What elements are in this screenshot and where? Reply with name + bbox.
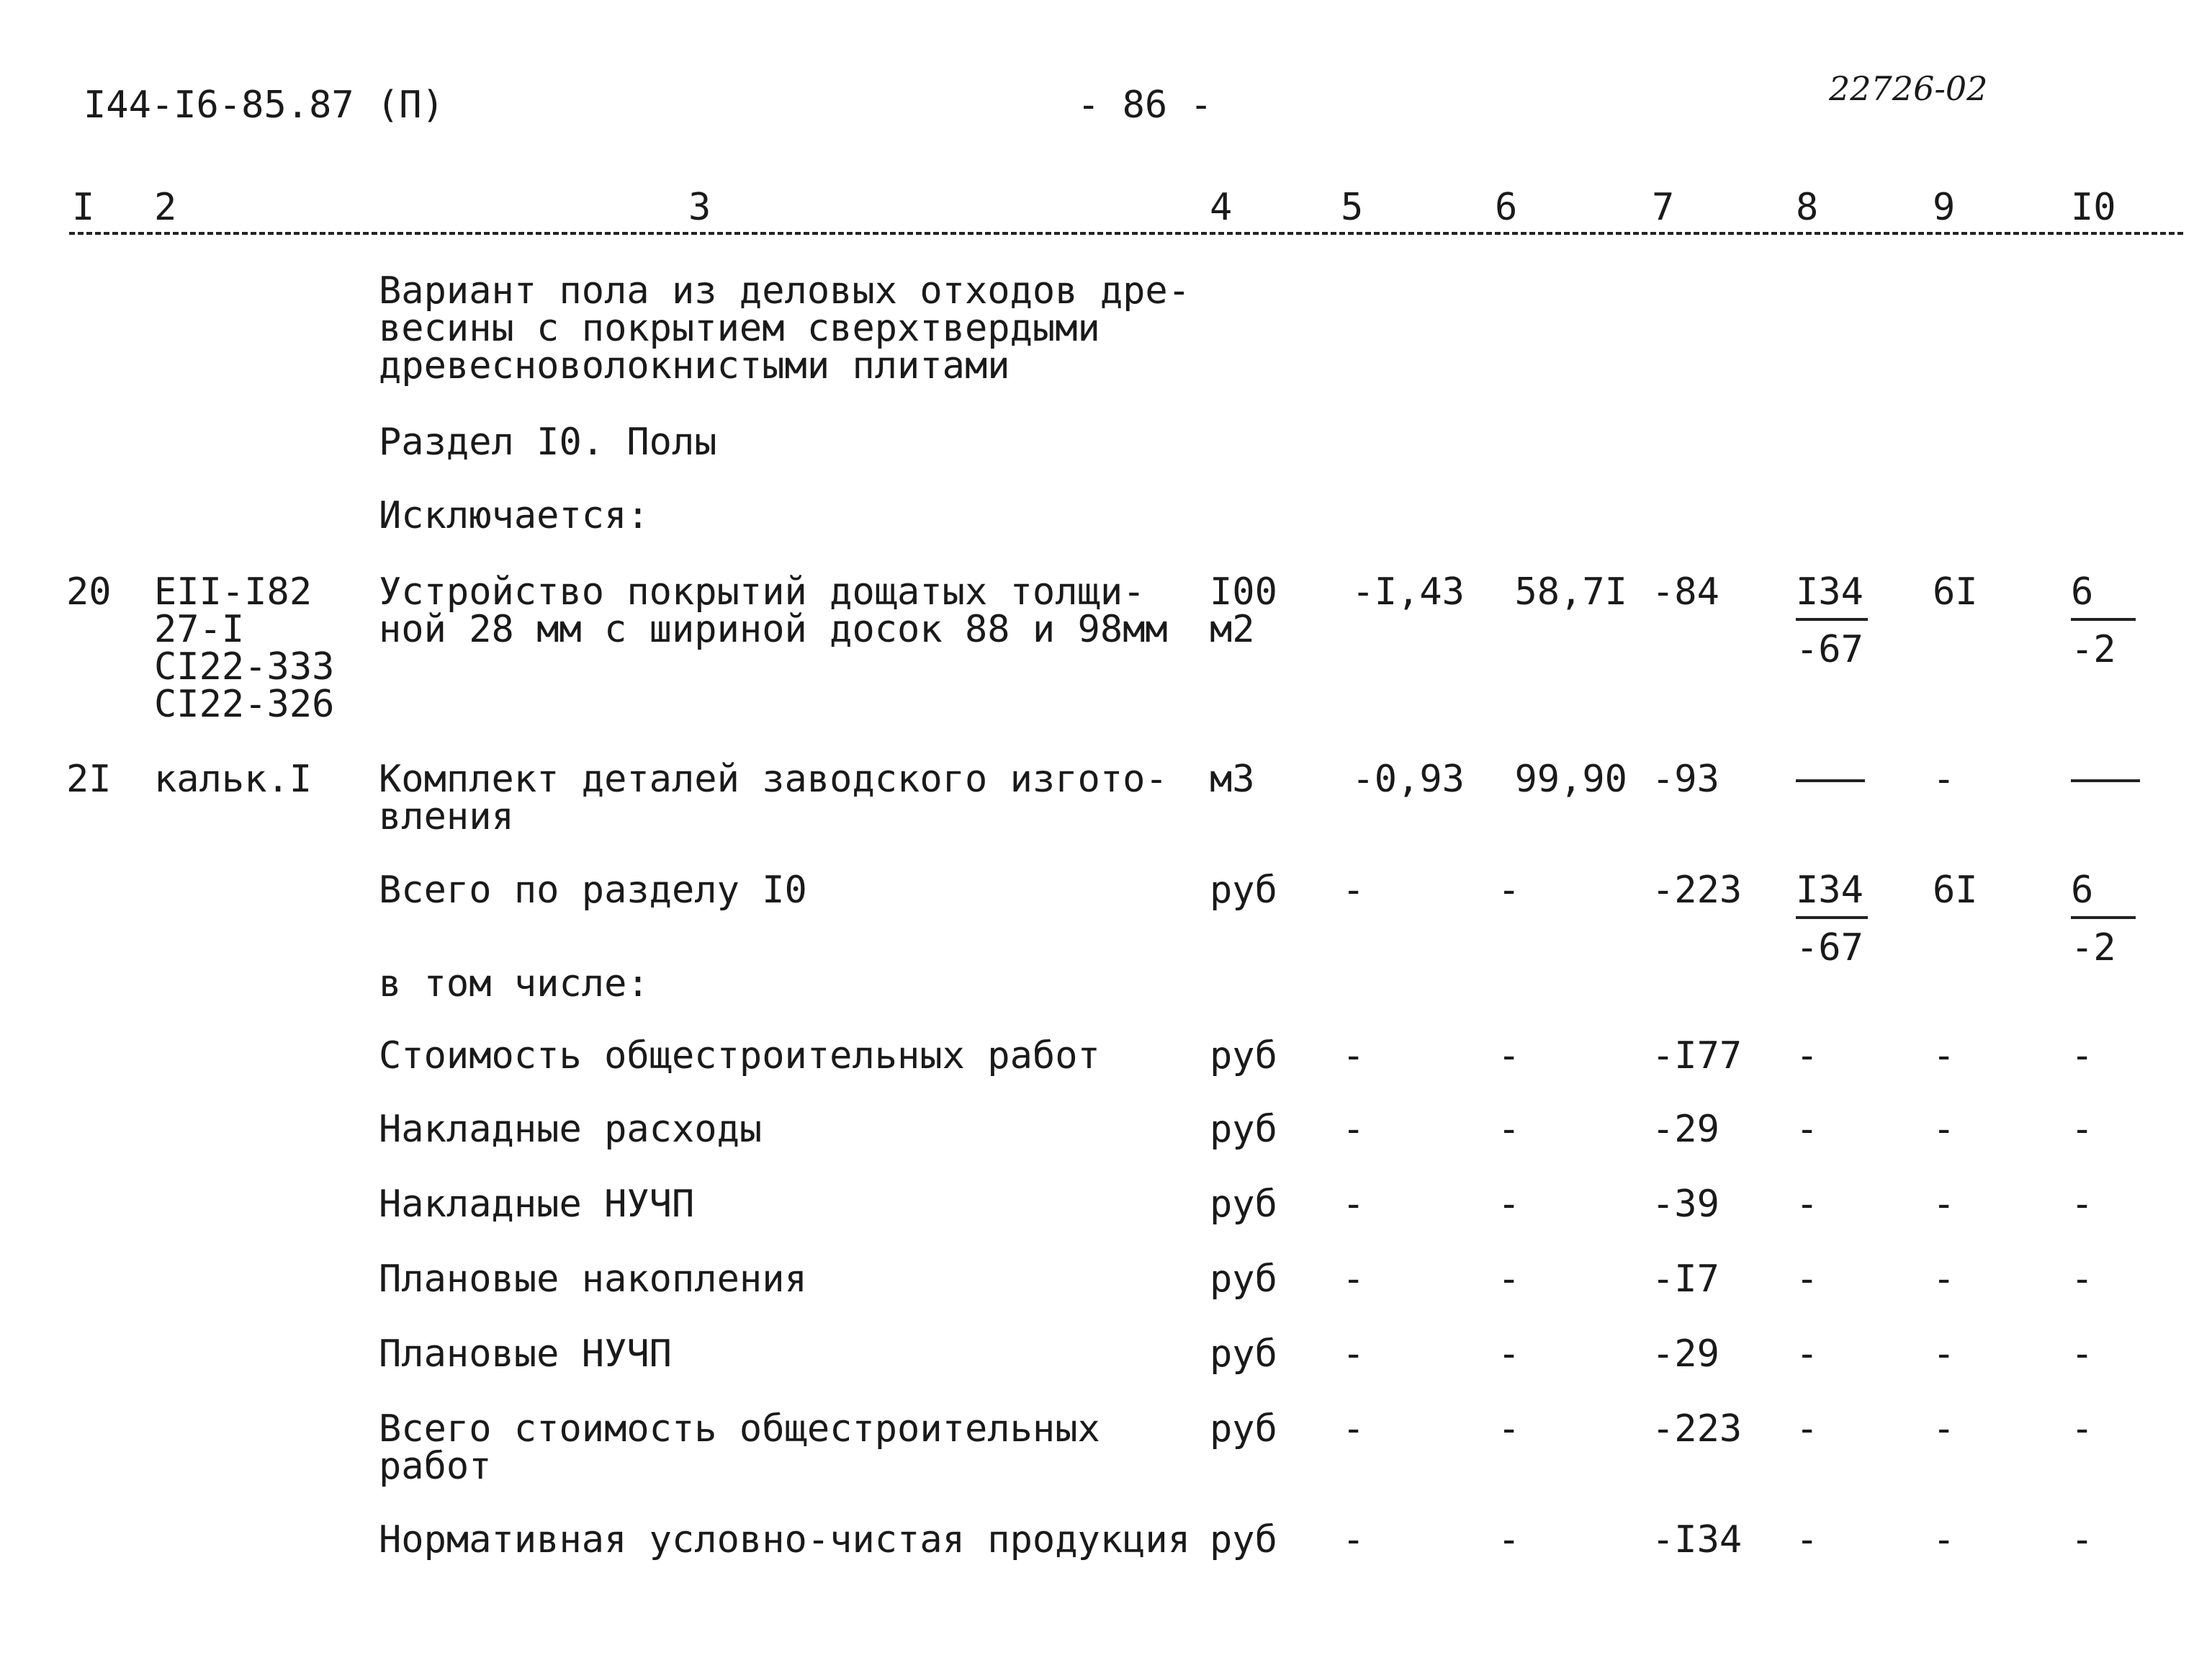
- total-cost: -93: [1652, 758, 1719, 801]
- rate-code: EII-I82: [154, 570, 313, 614]
- document-code: I44-I6-85.87 (П): [84, 84, 444, 127]
- quantity: -I,43: [1352, 570, 1465, 614]
- quantity: -: [1342, 1258, 1365, 1301]
- handwritten-stamp: 22726-02: [1829, 69, 1988, 108]
- quantity: -: [1342, 1034, 1365, 1077]
- unit: руб: [1210, 1407, 1277, 1451]
- fraction-denominator: -2: [2071, 628, 2116, 671]
- quantity: -: [1342, 1332, 1365, 1376]
- item-description: [379, 570, 1168, 651]
- total-cost: -223: [1652, 869, 1743, 912]
- excluded-label: Исключается:: [379, 494, 649, 537]
- total-cost: -I34: [1652, 1518, 1743, 1561]
- unit-price: 58,7I: [1514, 570, 1627, 614]
- column-number-row: [0, 186, 2212, 232]
- column-10-value: -: [2071, 1183, 2094, 1226]
- column-10-value: -: [2071, 1518, 2094, 1561]
- breakdown-label: Накладные расходы: [379, 1108, 763, 1151]
- quantity: -: [1342, 1407, 1365, 1451]
- column-10-fraction: [2071, 570, 2136, 671]
- column-8-value: -: [1796, 1407, 1819, 1451]
- breakdown-label: Плановые накопления: [379, 1258, 807, 1301]
- quantity: -: [1342, 1183, 1365, 1226]
- column-8-fraction: [1796, 871, 1868, 967]
- breakdown-label: [379, 1407, 1100, 1488]
- column-9-value: -: [1933, 758, 1956, 801]
- unit-price: 99,90: [1514, 758, 1627, 801]
- description-line: вления: [379, 795, 514, 838]
- quantity: -: [1342, 1518, 1365, 1561]
- fraction-denominator: -67: [1796, 628, 1863, 671]
- empty-fraction: [2071, 761, 2140, 801]
- column-9-value: -: [1933, 1258, 1956, 1301]
- item-description: [379, 758, 1168, 838]
- row-number: 2I: [66, 758, 112, 801]
- column-number: 9: [1933, 186, 1956, 229]
- rate-code: 27-I: [154, 608, 245, 651]
- fraction-numerator: 6: [2071, 573, 2136, 621]
- column-number: 2: [154, 186, 177, 229]
- column-9-value: -: [1933, 1183, 1956, 1226]
- breakdown-label: Плановые НУЧП: [379, 1332, 672, 1376]
- column-number: I: [72, 186, 95, 229]
- column-9-value: -: [1933, 1518, 1956, 1561]
- rate-code: CI22-326: [154, 683, 335, 726]
- column-8-value: -: [1796, 1108, 1819, 1151]
- breakdown-label-line: работ: [379, 1445, 492, 1488]
- unit-price: -: [1498, 869, 1521, 912]
- total-cost: -39: [1652, 1183, 1719, 1226]
- column-10-value: -: [2071, 1034, 2094, 1077]
- column-9-value: 6I: [1933, 570, 1978, 614]
- rate-codes: [154, 570, 335, 726]
- unit-line: м2: [1210, 608, 1255, 651]
- total-cost: -I7: [1652, 1258, 1719, 1301]
- column-8-value: -: [1796, 1258, 1819, 1301]
- unit-price: -: [1498, 1034, 1521, 1077]
- variant-line: Вариант пола из деловых отходов дре-: [379, 269, 1191, 313]
- unit-price: -: [1498, 1183, 1521, 1226]
- column-9-value: -: [1933, 1034, 1956, 1077]
- row-number: 20: [66, 570, 112, 614]
- total-cost: -29: [1652, 1332, 1719, 1376]
- breakdown-label: Накладные НУЧП: [379, 1183, 695, 1226]
- description-line: Устройство покрытий дощатых толщи-: [379, 570, 1146, 614]
- unit: руб: [1210, 1034, 1277, 1077]
- column-number: 8: [1796, 186, 1819, 229]
- total-cost: -223: [1652, 1407, 1743, 1451]
- total-cost: -84: [1652, 570, 1719, 614]
- column-number: 3: [688, 186, 711, 229]
- total-cost: -29: [1652, 1108, 1719, 1151]
- variant-line: весины с покрытием сверхтвердыми: [379, 307, 1100, 350]
- unit-price: -: [1498, 1108, 1521, 1151]
- quantity: -: [1342, 1108, 1365, 1151]
- description-line: Комплект деталей заводского изгото-: [379, 758, 1168, 801]
- breakdown-label: Нормативная условно-чистая продукция: [379, 1518, 1191, 1561]
- fraction-numerator: I34: [1796, 573, 1868, 621]
- page-number: - 86 -: [1077, 84, 1213, 127]
- rate-code: кальк.I: [154, 758, 313, 801]
- breakdown-label: Стоимость общестроительных работ: [379, 1034, 1100, 1077]
- including-label: в том числе:: [379, 962, 649, 1005]
- column-number: 5: [1341, 186, 1364, 229]
- breakdown-label-line: Всего стоимость общестроительных: [379, 1407, 1100, 1451]
- column-10-value: -: [2071, 1332, 2094, 1376]
- column-10-value: -: [2071, 1407, 2094, 1451]
- column-9-value: -: [1933, 1407, 1956, 1451]
- fraction-denominator: -67: [1796, 926, 1863, 969]
- column-number: 7: [1652, 186, 1675, 229]
- unit: руб: [1210, 1183, 1277, 1226]
- unit: руб: [1210, 1258, 1277, 1301]
- header-divider: [69, 232, 2183, 235]
- description-line: ной 28 мм с шириной досок 88 и 98мм: [379, 608, 1168, 651]
- fraction-numerator: I34: [1796, 871, 1868, 919]
- column-8-value: -: [1796, 1518, 1819, 1561]
- section-title: Раздел I0. Полы: [379, 421, 717, 464]
- column-10-fraction: [2071, 871, 2136, 967]
- quantity: -0,93: [1352, 758, 1465, 801]
- unit-price: -: [1498, 1407, 1521, 1451]
- unit-line: I00: [1210, 570, 1277, 614]
- column-8-fraction: [1796, 570, 1868, 671]
- column-9-value: -: [1933, 1108, 1956, 1151]
- unit-price: -: [1498, 1258, 1521, 1301]
- unit: [1210, 570, 1277, 651]
- unit-price: -: [1498, 1518, 1521, 1561]
- column-number: 6: [1495, 186, 1518, 229]
- column-8-value: -: [1796, 1183, 1819, 1226]
- unit: м3: [1210, 758, 1255, 801]
- variant-line: древесноволокнистыми плитами: [379, 344, 1010, 387]
- column-9-value: -: [1933, 1332, 1956, 1376]
- unit: руб: [1210, 1108, 1277, 1151]
- empty-fraction: [1796, 761, 1865, 801]
- column-8-value: -: [1796, 1332, 1819, 1376]
- fraction-numerator: 6: [2071, 871, 2136, 919]
- column-number: 4: [1210, 186, 1233, 229]
- unit: руб: [1210, 869, 1277, 912]
- column-9-value: 6I: [1933, 869, 1978, 912]
- rate-code: CI22-333: [154, 645, 335, 689]
- column-10-value: -: [2071, 1108, 2094, 1151]
- unit: руб: [1210, 1332, 1277, 1376]
- unit-price: -: [1498, 1332, 1521, 1376]
- column-10-value: -: [2071, 1258, 2094, 1301]
- column-number: I0: [2071, 186, 2116, 229]
- unit: руб: [1210, 1518, 1277, 1561]
- quantity: -: [1342, 869, 1365, 912]
- column-8-value: -: [1796, 1034, 1819, 1077]
- fraction-denominator: -2: [2071, 926, 2116, 969]
- section-total-label: Всего по разделу I0: [379, 869, 807, 912]
- total-cost: -I77: [1652, 1034, 1743, 1077]
